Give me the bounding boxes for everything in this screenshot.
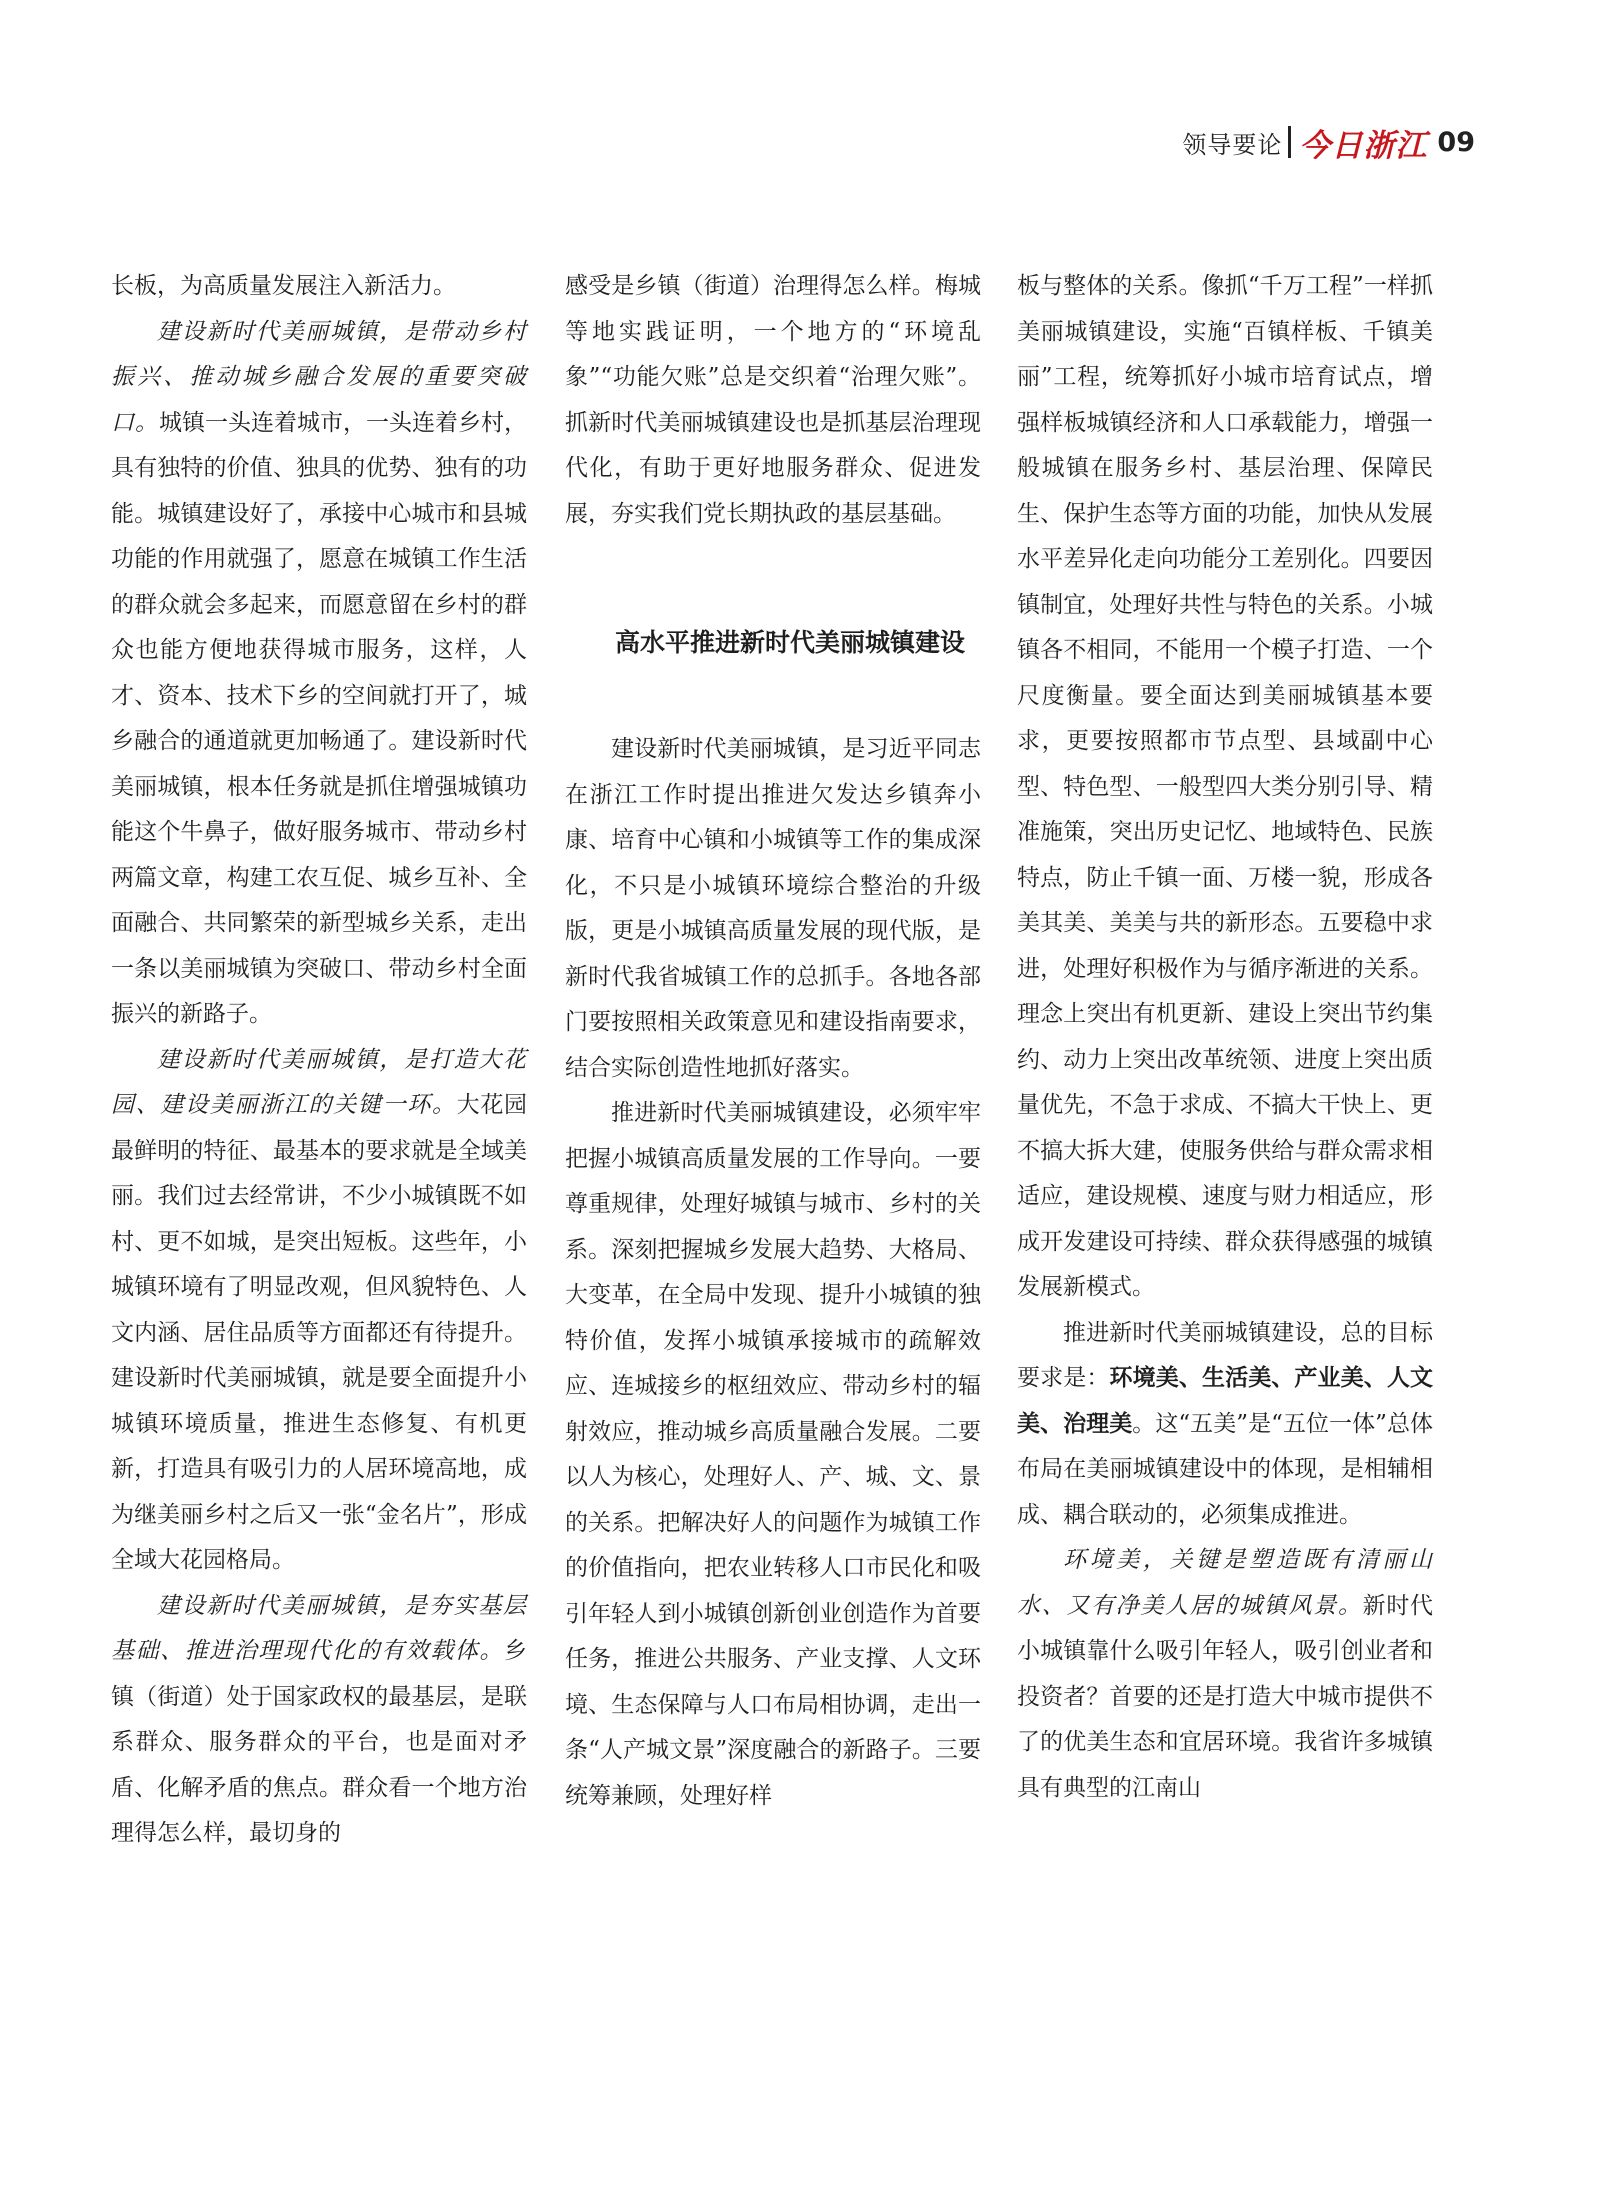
section-title: 领导要论 <box>1182 130 1283 159</box>
paragraph-body: 乡镇（街道）处于国家政权的最基层，是联系群众、服务群众的平台，也是面对矛盾、化解矛盾的焦点。群众看一个地方治理得怎么样，最切身的 <box>111 1638 527 1846</box>
paragraph <box>1017 1538 1433 1811</box>
paragraph-body: 大花园最鲜明的特征、最基本的要求就是全域美丽。我们过去经常讲，不少小城镇既不如村、更不如城，是突出短板。这些年，小城镇环境有了明显改观，但风貌特色、人文内涵、居住品质等方面都还有待提升。建设新时代美丽城镇，就是要全面提升小城镇环境质量，推进生态修复、有机更新，打造具有吸引力的人居环境高地，成为继美丽乡村之后又一张“金名片”，形成全域大花园格局。 <box>111 1092 527 1573</box>
paragraph: 推进新时代美丽城镇建设，必须牢牢把握小城镇高质量发展的工作导向。一要尊重规律，处理好城镇与城市、乡村的关系。深刻把握城乡发展大趋势、大格局、大变革，在全局中发现、提升小城镇的独特价值，发挥小城镇承接城市的疏解效应、连城接乡的枢纽效应、带动乡村的辐射效应，推动城乡高质量融合发展。二要以人为核心，处理好人、产、城、文、景的关系。把解决好人的问题作为城镇工作的价值指向，把农业转移人口市民化和吸引年轻人到小城镇创新创业创造作为首要任务，推进公共服务、产业支撑、人文环境、生态保障与人口布局相协调，走出一条“人产城文景”深度融合的新路子。三要统筹兼顾，处理好样 <box>565 1100 981 1809</box>
paragraph <box>111 310 527 1038</box>
paragraph: 长板，为高质量发展注入新活力。 <box>111 273 456 299</box>
magazine-logo: 今日浙江 <box>1299 127 1428 164</box>
paragraph: 建设新时代美丽城镇，是习近平同志在浙江工作时提出推进欠发达乡镇奔小康、培育中心镇和小城镇等工作的集成深化，不只是小城镇环境综合整治的升级版，更是小城镇高质量发展的现代版，是新时代我省城镇工作的总抓手。各地各部门要按照相关政策意见和建设指南要求，结合实际创造性地抓好落实。 <box>565 736 981 1081</box>
highlight-text: 环境美、生活美、产业美、人文美、治理美 <box>1017 1365 1434 1437</box>
column-3 <box>1017 264 1433 1811</box>
paragraph-body: 城镇一头连着城市，一头连着乡村，具有独特的价值、独具的优势、独有的功能。城镇建设好了，承接中心城市和县城功能的作用就强了，愿意在城镇工作生活的群众就会多起来，而愿意留在乡村的群众也能方便地获得城市服务，这样，人才、资本、技术下乡的空间就打开了，城乡融合的通道就更加畅通了。建设新时代美丽城镇，根本任务就是抓住增强城镇功能这个牛鼻子，做好服务城市、带动乡村两篇文章，构建工农互促、城乡互补、全面融合、共同繁荣的新型城乡关系，走出一条以美丽城镇为突破口、带动乡村全面振兴的新路子。 <box>111 409 527 1027</box>
paragraph-lead: 环境美，关键是塑造既有清丽山水、又有净美人居的城镇风景。 <box>1017 1547 1433 1619</box>
paragraph <box>1017 1311 1433 1539</box>
paragraph: 板与整体的关系。像抓“千万工程”一样抓美丽城镇建设，实施“百镇样板、千镇美丽”工程，统筹抓好小城市培育试点，增强样板城镇经济和人口承载能力，增强一般城镇在服务乡村、基层治理、保障民生、保护生态等方面的功能，加快从发展水平差异化走向功能分工差别化。四要因镇制宜，处理好共性与特色的关系。小城镇各不相同，不能用一个模子打造、一个尺度衡量。要全面达到美丽城镇基本要求，更要按照都市节点型、县域副中心型、特色型、一般型四大类分别引导、精准施策，突出历史记忆、地域特色、民族特点，防止千镇一面、万楼一貌，形成各美其美、美美与共的新形态。五要稳中求进，处理好积极作为与循序渐进的关系。理念上突出有机更新、建设上突出节约集约、动力上突出改革统领、进度上突出质量优先，不急于求成、不搞大干快上、更不搞大拆大建，使服务供给与群众需求相适应，建设规模、速度与财力相适应，形成开发建设可持续、群众获得感强的城镇发展新模式。 <box>1017 273 1433 1300</box>
column-2 <box>565 264 981 1819</box>
paragraph-body: 。这“五美”是“五位一体”总体布局在美丽城镇建设中的体现，是相辅相成、耦合联动的，必须集成推进。 <box>1017 1410 1434 1528</box>
paragraph-lead: 建设新时代美丽城镇，是夯实基层基础、推进治理现代化的有效载体。 <box>111 1592 527 1664</box>
page-header <box>1182 122 1475 162</box>
paragraph: 感受是乡镇（街道）治理得怎么样。梅城等地实践证明，一个地方的“环境乱象”“功能欠账”总是交织着“治理欠账”。抓新时代美丽城镇建设也是抓基层治理现代化，有助于更好地服务群众、促进发展，夯实我们党长期执政的基层基础。 <box>565 273 981 527</box>
paragraph-lead: 建设新时代美丽城镇，是带动乡村振兴、推动城乡融合发展的重要突破口。 <box>111 318 527 436</box>
paragraph <box>111 1584 527 1857</box>
page-number: 09 <box>1437 126 1475 158</box>
column-1 <box>111 264 527 1857</box>
paragraph-body: 新时代小城镇靠什么吸引年轻人，吸引创业者和投资者？首要的还是打造大中城市提供不了的优美生态和宜居环境。我省许多城镇具有典型的江南山 <box>1017 1592 1433 1801</box>
header-divider <box>1288 126 1291 158</box>
paragraph <box>111 1038 527 1584</box>
paragraph-body: 推进新时代美丽城镇建设，总的目标要求是： <box>1017 1319 1433 1391</box>
section-heading: 高水平推进新时代美丽城镇建设 <box>615 628 966 657</box>
paragraph-lead: 建设新时代美丽城镇，是打造大花园、建设美丽浙江的关键一环。 <box>111 1046 527 1118</box>
